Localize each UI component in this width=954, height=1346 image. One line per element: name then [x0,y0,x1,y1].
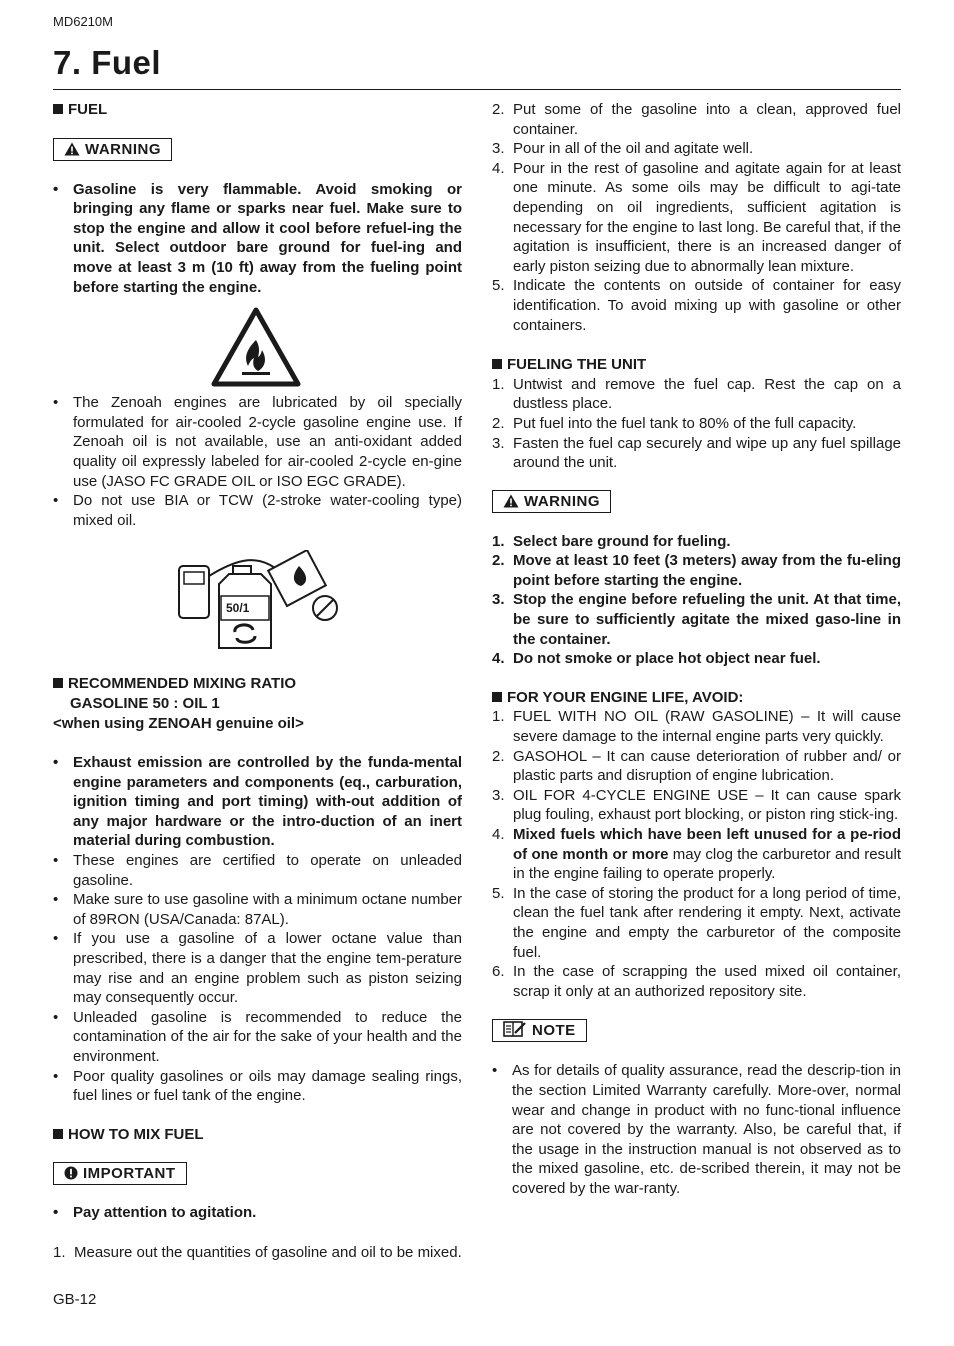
model-number: MD6210M [53,14,113,29]
mixing-ratio-note: <when using ZENOAH genuine oil> [53,714,304,732]
list-item: 1. Select bare ground for fueling. [492,532,731,550]
list-item: 5. In the case of storing the product for a long period of time, clean the fuel tank after rendering it empty. Next, activate the engine and empty the carburetor of the composite fuel. [492,884,901,961]
mix-steps-right [492,100,901,335]
important-box: IMPORTANT [53,1162,187,1185]
list-item: 1. Measure out the quantities of gasoline and oil to be mixed. [53,1243,462,1261]
square-bullet-icon [492,359,502,369]
note-box-wrap [492,1019,901,1042]
important-exclamation-icon [64,1166,78,1180]
list-item: 3. Stop the engine before refueling the unit. At that time, be sure to sufficiently agitate the mixed gaso-line in the container. [492,591,901,648]
fueling-heading: FUELING THE UNIT [492,355,901,375]
important-list [53,1203,462,1223]
note-book-icon [503,1021,527,1037]
engine-life-list [492,707,901,1001]
list-item: 4. Pour in the rest of gasoline and agitate again for at least one minute. As some oils may be difficult to agi-tate depending on oil ingredients, sufficient agitation is necessary for the engine to last long. Be careful that, if the agitation is insufficient, there is an increased danger of early piston seizing due to abnormally lean mixture. [492,159,901,275]
gasoline-bullet-list [53,753,462,1106]
list-item: 5. Indicate the contents on outside of container for easy identification. To avoid mixing up with gasoline or other containers. [492,277,901,334]
warning-triangle-icon [64,142,80,156]
list-item: • These engines are certified to operate on unleaded gasoline. [53,851,462,890]
list-item: • Unleaded gasoline is recommended to reduce the contamination of the air for the sake of your health and the environment. [53,1008,462,1067]
fuel-heading: FUEL [53,100,462,120]
list-item: 2. GASOHOL – It can cause deterioration of rubber and/ or plastic parts and disruption of engine lubrication. [492,747,901,785]
mix-steps-left [53,1243,462,1263]
page-title: 7. Fuel [53,44,162,81]
warning-box-2-wrap [492,490,901,513]
fueling-warning-steps [492,532,901,669]
flammable-warning-icon [210,306,302,388]
list-item: 3. Fasten the fuel cap securely and wipe up any fuel spillage around the unit. [492,434,901,472]
list-item: • Make sure to use gasoline with a minimum octane number of 89RON (USA/Canada: 87AL). [53,890,462,929]
warning-triangle-icon [503,494,519,508]
important-box-wrap [53,1162,462,1185]
page-number: GB-12 [53,1291,97,1308]
square-bullet-icon [53,1129,63,1139]
left-column [53,100,462,1263]
list-item: 3. Pour in all of the oil and agitate well. [492,140,754,158]
engine-life-heading: FOR YOUR ENGINE LIFE, AVOID: [492,688,901,708]
list-item: • Gasoline is very flammable. Avoid smoking or bringing any flame or sparks near fuel. Make sure to stop the engine and allow it cool before refuel-ing the unit. Select outdoor bare ground for fuel-ing and move at least 3 m (10 ft) away from the fueling point before starting the engine. [53,180,462,298]
list-item: 4. Mixed fuels which have been left unused for a pe-riod of one month or more may clog the carburetor and result in the engine failing to operate properly. [492,826,901,883]
list-item: • As for details of quality assurance, read the descrip-tion in the section Limited Warranty carefully. More-over, normal wear and change in product with no func-tional influence are not covered by the warranty. Also, be careful that, if the usage in the instruction manual is not observed as to the mixed gasoline, etc. de-scribed therein, it may not be covered by the war-ranty. [492,1061,901,1198]
mixing-ratio-value: GASOLINE 50 : OIL 1 [70,694,220,712]
fuel-warning-list [53,180,462,298]
square-bullet-icon [53,104,63,114]
right-column [492,100,901,1199]
warning-box-wrap [53,138,462,161]
oil-bullet-list [53,393,462,530]
list-item: • Pay attention to agitation. [53,1203,462,1223]
square-bullet-icon [492,692,502,702]
list-item: • Exhaust emission are controlled by the funda-mental engine parameters and components (eq., carburation, ignition timing and port timing) with-out addition of any major hardware or the intro-duction of an inert material during combustion. [53,753,462,851]
list-item: 6. In the case of scrapping the used mixed oil container, scrap it only at an authorized repository site. [492,963,901,1000]
list-item: 2. Put fuel into the fuel tank to 80% of the full capacity. [492,414,857,432]
fuel-can-mixing-icon [175,550,341,654]
warning-box: WARNING [492,490,611,513]
list-item: 1. Untwist and remove the fuel cap. Rest the cap on a dustless place. [492,375,901,413]
list-item: 4. Do not smoke or place hot object near fuel. [492,650,821,668]
mixing-ratio-heading: RECOMMENDED MIXING RATIO [53,674,462,694]
mixing-ratio-block [53,674,462,733]
note-box: NOTE [492,1019,587,1042]
square-bullet-icon [53,678,63,688]
title-rule [53,89,901,90]
warning-box: WARNING [53,138,172,161]
list-item: 1. FUEL WITH NO OIL (RAW GASOLINE) – It will cause severe damage to the internal engine parts very quickly. [492,708,901,746]
list-item: • The Zenoah engines are lubricated by oil specially formulated for air-cooled 2-cycle gasoline engine use. If Zenoah oil is not available, use an anti-oxidant added quality oil expressly labeled for air-cooled 2-cycle en-gine use (JASO FC GRADE OIL or ISO EGC GRADE). [53,393,462,491]
how-to-mix-heading: HOW TO MIX FUEL [53,1125,462,1145]
can-ratio-label: 50/1 [226,601,250,616]
note-list [492,1061,901,1198]
list-item: 2. Put some of the gasoline into a clean, approved fuel container. [492,101,901,138]
list-item: 2. Move at least 10 feet (3 meters) away from the fu-eling point before starting the engine. [492,552,901,589]
list-item: • Do not use BIA or TCW (2-stroke water-cooling type) mixed oil. [53,491,462,530]
list-item: • Poor quality gasolines or oils may damage sealing rings, fuel lines or fuel tank of the engine. [53,1067,462,1106]
fueling-steps [492,375,901,473]
list-item: • If you use a gasoline of a lower octane value than prescribed, there is a danger that the engine tem-perature may rise and an engine problem such as piston seizing may consequently occur. [53,929,462,1007]
list-item: 3. OIL FOR 4-CYCLE ENGINE USE – It can cause spark plug fouling, exhaust port blocking, or piston ring stick-ing. [492,786,901,824]
